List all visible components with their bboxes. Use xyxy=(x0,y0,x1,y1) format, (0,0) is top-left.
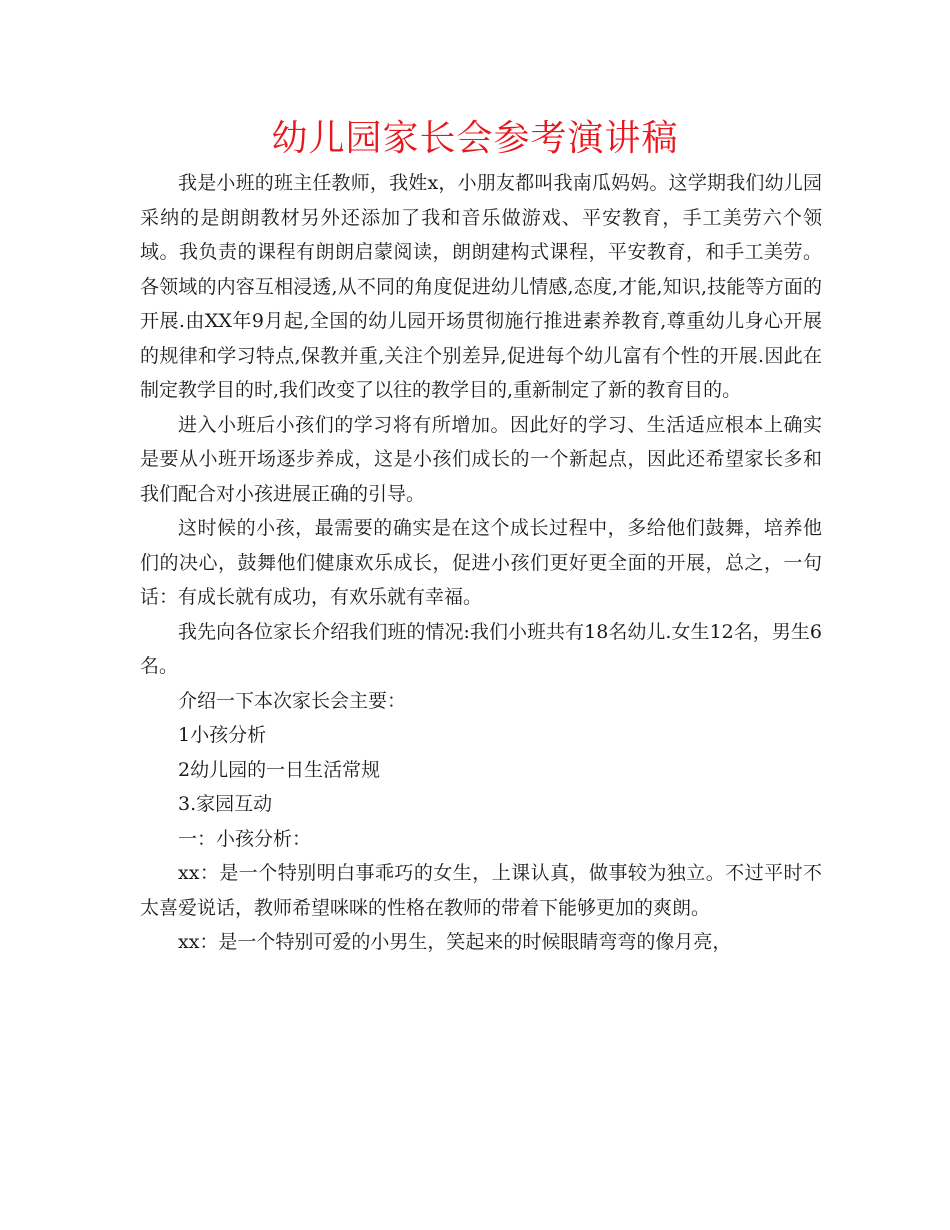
document-body xyxy=(140,166,822,960)
paragraph-encouragement: 这时候的小孩，最需要的确实是在这个成长过程中，多给他们鼓舞，培养他们的决心，鼓舞他们健康欢乐成长，促进小孩们更好更全面的开展，总之，一句话：有成长就有成功，有欢乐就有幸福。 xyxy=(140,517,822,608)
child-analysis-paragraph: xx：是一个特别明白事乖巧的女生，上课认真，做事较为独立。不过平时不太喜爱说话，教师希望咪咪的性格在教师的带着下能够更加的爽朗。 xyxy=(140,862,822,919)
agenda-item: 1小孩分析 xyxy=(178,724,267,746)
paragraph-learning: 进入小班后小孩们的学习将有所增加。因此好的学习、生活适应根本上确实是要从小班开场逐步养成，这是小孩们成长的一个新起点，因此还希望家长多和我们配合对小孩进展正确的引导。 xyxy=(140,413,822,505)
child-analysis-paragraph: xx：是一个特别可爱的小男生，笑起来的时候眼睛弯弯的像月亮， xyxy=(178,931,732,953)
paragraph-agenda-intro: 介绍一下本次家长会主要： xyxy=(178,689,407,712)
section-heading: 一：小孩分析： xyxy=(178,827,312,850)
agenda-item: 2幼儿园的一日生活常规 xyxy=(178,758,381,781)
agenda-item: 3.家园互动 xyxy=(178,793,273,815)
paragraph-intro: 我是小班的班主任教师，我姓x，小朋友都叫我南瓜妈妈。这学期我们幼儿园采纳的是朗朗教材另外还添加了我和音乐做游戏、平安教育，手工美劳六个领域。我负责的课程有朗朗启蒙阅读，朗朗建构式课程，平安教育，和手工美劳。各领域的内容互相浸透,从不同的角度促进幼儿情感,态度,才能,知识,技能等方面的开展.由XX年9月起,全国的幼儿园开场贯彻施行推进素养教育,尊重幼儿身心开展的规律和学习特点,保教并重,关注个别差异,促进每个幼儿富有个性的开展.因此在制定教学目的时,我们改变了以往的教学目的,重新制定了新的教育目的。 xyxy=(140,172,822,401)
document-title: 幼儿园家长会参考演讲稿 xyxy=(271,118,679,159)
paragraph-class-info: 我先向各位家长介绍我们班的情况:我们小班共有18名幼儿.女生12名，男生6名。 xyxy=(140,620,822,677)
